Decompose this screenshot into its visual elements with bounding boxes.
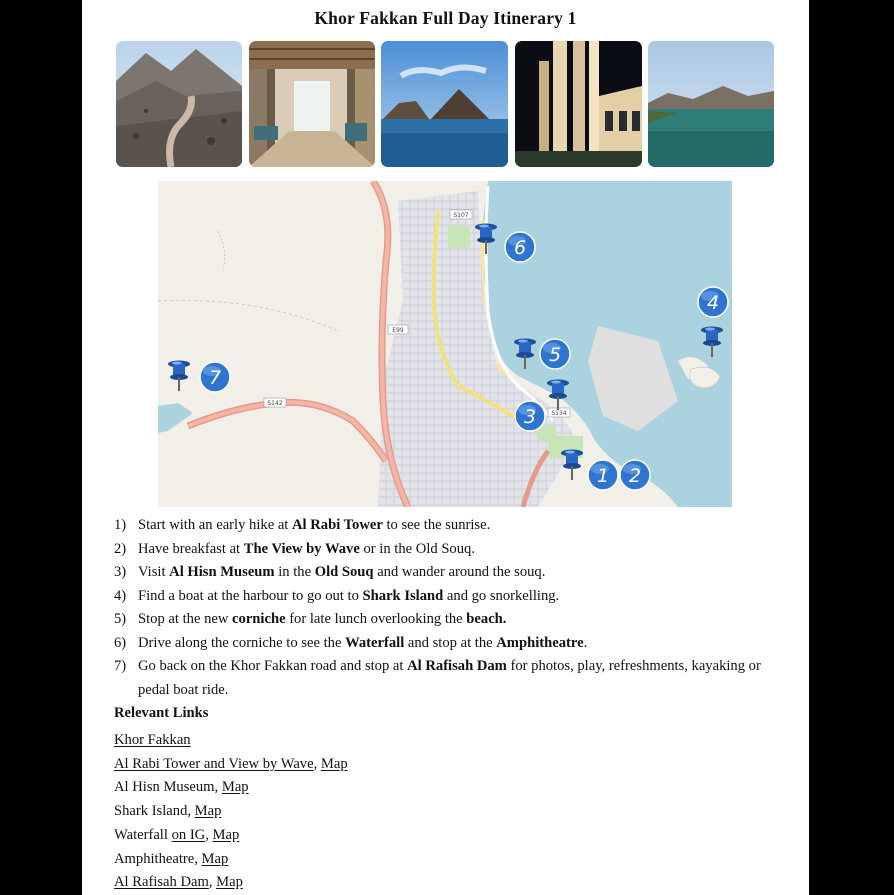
step-number: 5) [114,611,127,627]
step-number: 7) [114,658,127,674]
place-name: beach. [466,611,507,627]
photo-shark-island [381,41,508,167]
map-marker-label: 7 [208,367,222,389]
road-label: E99 [392,327,404,334]
place-name: Shark Island [362,587,444,604]
step-text: or in the Old Souq. [359,540,475,557]
step-text: . [583,634,588,651]
page-title: Khor Fakkan Full Day Itinerary 1 [314,8,577,28]
link[interactable]: Map [201,850,229,867]
itinerary-step [114,538,774,562]
itinerary-step [114,514,774,538]
place-name: Old Souq [314,564,374,580]
road-label: S142 [267,400,283,407]
document-page [82,0,809,895]
link-row [114,824,348,848]
map-marker-label: 1 [596,465,610,487]
step-text: for late lunch overlooking the [285,611,467,627]
step-text: and stop at the [404,634,497,651]
step-text: in the [274,564,315,580]
place-name: Al Rabi Tower [292,517,383,533]
link-label: , [313,755,321,772]
step-text: and go snorkelling. [443,587,560,604]
map-marker-label: 3 [523,406,537,428]
step-text: for photos, play, refreshments, kayaking or pedal boat ride. [138,658,761,698]
link[interactable]: Map [194,803,222,820]
place-name: Amphitheatre [496,634,584,651]
step-text: and wander around the souq. [373,564,546,580]
link[interactable]: Map [320,755,348,772]
itinerary-step [114,655,774,702]
itinerary-step [114,632,774,656]
itinerary-steps [114,514,774,702]
link-row [114,729,348,753]
link-row [114,753,348,777]
place-name: corniche [232,611,286,627]
link-label: Shark Island, [114,803,195,820]
itinerary-step [114,585,774,609]
link-row [114,848,348,872]
link[interactable]: Al Rafisah Dam [114,874,209,891]
photo-rafisah-dam [648,41,774,167]
step-number: 4) [114,587,127,604]
link[interactable]: Khor Fakkan [114,732,191,748]
photo-amphitheatre-night [515,41,642,167]
map-marker-label: 4 [706,292,720,314]
step-text: Visit [138,564,170,580]
link[interactable]: Map [212,826,240,843]
step-text: Start with an early hike at [138,517,292,533]
step-text: Have breakfast at [138,540,244,557]
link[interactable]: Map [216,874,243,891]
itinerary-step [114,608,774,632]
map-marker-label: 6 [513,237,527,259]
link-label: Al Hisn Museum, [114,779,222,796]
link[interactable]: Map [221,779,249,796]
link-label: , [205,826,213,843]
step-text: Find a boat at the harbour to go out to [138,587,363,604]
step-number: 3) [114,564,127,580]
photo-mountain-trail [116,41,242,167]
road-label: S107 [453,212,469,219]
photo-old-souq [249,41,375,167]
link-row [114,776,348,800]
link-label: Amphitheatre, [114,850,202,867]
place-name: The View by Wave [243,540,360,557]
step-text: to see the sunrise. [382,517,491,533]
step-text: Drive along the corniche to see the [138,634,346,651]
link-row [114,871,348,895]
map-marker-label: 2 [628,465,642,487]
step-number: 6) [114,634,127,651]
step-text: Stop at the new [138,611,233,627]
relevant-links [114,729,348,895]
link-label: , [208,874,217,891]
road-label: S134 [551,410,567,417]
step-number: 2) [114,540,127,557]
link[interactable]: Al Rabi Tower and View by Wave [114,755,314,772]
itinerary-step [114,561,774,585]
place-name: Al Hisn Museum [169,564,275,580]
link-row [114,800,348,824]
link-label: Waterfall [114,826,172,843]
map-marker-label: 5 [548,344,562,366]
step-text: Go back on the Khor Fakkan road and stop at [138,658,408,674]
link[interactable]: on IG [171,826,206,843]
links-heading: Relevant Links [114,705,209,721]
step-number: 1) [114,517,127,533]
place-name: Waterfall [345,634,405,651]
place-name: Al Rafisah Dam [407,658,507,674]
itinerary-map[interactable] [158,181,732,507]
